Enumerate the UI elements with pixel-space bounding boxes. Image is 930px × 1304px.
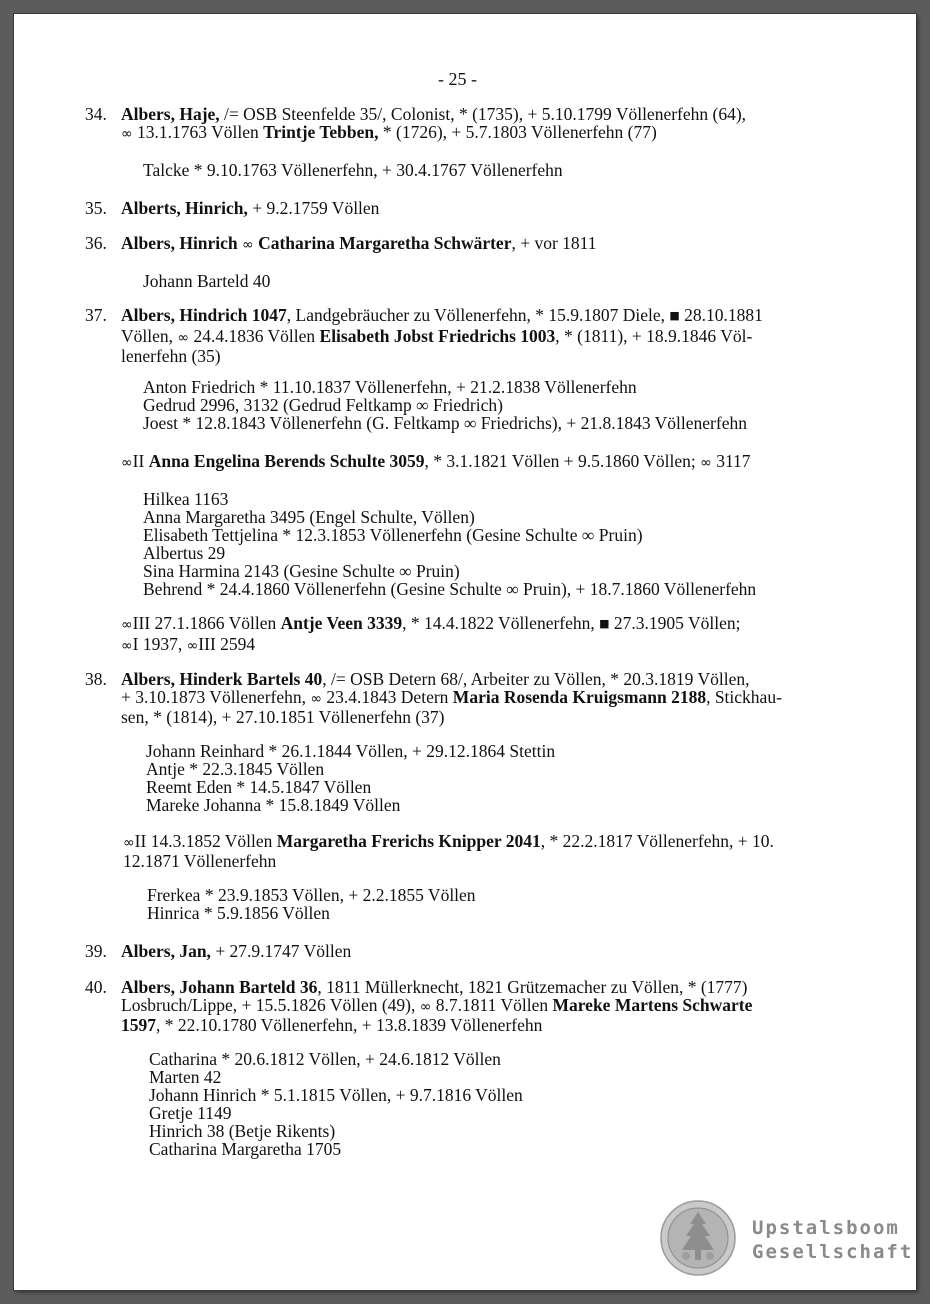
entry-text: 8.7.1811 Völlen: [431, 995, 553, 1015]
marriage-symbol: ∞: [186, 638, 199, 654]
entry-text: I 1937,: [132, 634, 187, 654]
entry-38: [85, 669, 845, 923]
entry-number: 35.: [85, 198, 107, 218]
entry-text: + 3.10.1873 Völlenerfehn,: [121, 687, 311, 707]
entry-text: lenerfehn (35): [121, 346, 221, 366]
children-list: [146, 742, 555, 814]
entry-text: sen, * (1814), + 27.10.1851 Völlenerfehn (37): [121, 707, 445, 727]
child-line: Johann Barteld 40: [143, 271, 271, 291]
entry-number: 39.: [85, 941, 107, 961]
entry-text: , + vor 1811: [511, 233, 597, 253]
child-line: Catharina Margaretha 1705: [149, 1139, 342, 1159]
marriage-symbol: ∞: [121, 455, 133, 471]
person-name: Albers, Jan,: [121, 941, 211, 961]
entry-34: [85, 104, 845, 180]
child-line: Mareke Johanna * 15.8.1849 Völlen: [146, 795, 401, 815]
entry-text: 12.1871 Völlenerfehn: [123, 851, 277, 871]
person-name: Albers, Hinrich: [121, 233, 238, 253]
entry-text: II 14.3.1852 Völlen: [134, 831, 277, 851]
burial-symbol: ■: [669, 309, 680, 322]
child-line: Frerkea * 23.9.1853 Völlen, + 2.2.1855 Völlen: [147, 885, 476, 905]
entry-number: 40.: [85, 977, 107, 997]
child-line: Sina Harmina 2143 (Gesine Schulte ∞ Pruin): [143, 561, 460, 581]
child-line: Anton Friedrich * 11.10.1837 Völlenerfehn, + 21.2.1838 Völlenerfehn: [143, 377, 637, 397]
spouse-name: Margaretha Frerichs Knipper 2041: [276, 831, 541, 851]
entry-text: III 27.1.1866 Völlen: [132, 613, 281, 633]
child-line: Gedrud 2996, 3132 (Gedrud Feltkamp ∞ Friedrich): [143, 395, 503, 415]
entry-number: 37.: [85, 305, 107, 325]
entry-text: , Landgebräucher zu Völlenerfehn, * 15.9.1807 Diele,: [286, 305, 670, 325]
child-line: Antje * 22.3.1845 Völlen: [146, 759, 325, 779]
entry-text: Völlen,: [121, 326, 178, 346]
entry-40: [85, 977, 845, 1159]
child-line: Reemt Eden * 14.5.1847 Völlen: [146, 777, 372, 797]
spouse-name: Catharina Margaretha Schwärter: [258, 233, 512, 253]
entry-number: 38.: [85, 669, 107, 689]
entry-text: III 2594: [198, 634, 256, 654]
entry-text: , /= OSB Detern 68/, Arbeiter zu Völlen, * 20.3.1819 Völlen,: [322, 669, 750, 689]
spouse-number: 1597: [121, 1015, 156, 1035]
marriage-symbol: ∞: [177, 330, 190, 346]
second-marriage: [123, 832, 774, 870]
entry-text: 3117: [711, 451, 751, 471]
society-name-line1: Upstalsboom: [752, 1217, 900, 1239]
entry-number: 34.: [85, 104, 107, 124]
marriage-symbol: ∞: [123, 835, 135, 851]
society-name: [752, 1216, 913, 1264]
children-list: [143, 490, 756, 598]
children-list: [147, 886, 476, 922]
entry-text: Losbruch/Lippe, + 15.5.1826 Völlen (49),: [121, 995, 420, 1015]
child-line: Elisabeth Tettjelina * 12.3.1853 Völlenerfehn (Gesine Schulte ∞ Pruin): [143, 525, 643, 545]
entry-text: , * 3.1.1821 Völlen + 9.5.1860 Völlen;: [424, 451, 701, 471]
children-list: [143, 272, 270, 290]
child-line: Johann Reinhard * 26.1.1844 Völlen, + 29.12.1864 Stettin: [146, 741, 556, 761]
child-line: Albertus 29: [143, 543, 226, 563]
child-line: Hinrica * 5.9.1856 Völlen: [147, 903, 330, 923]
entry-text: , 1811 Müllerknecht, 1821 Grützemacher zu Völlen, * (1777): [317, 977, 748, 997]
entry-text: 23.4.1843 Detern: [322, 687, 453, 707]
entry-36: [85, 233, 845, 291]
entry-text: + 9.2.1759 Völlen: [247, 198, 380, 218]
marriage-symbol: ∞: [419, 999, 432, 1015]
spouse-name: Anna Engelina Berends Schulte 3059: [148, 451, 425, 471]
entry-39: [85, 942, 845, 960]
marriage-symbol: ∞: [700, 455, 712, 471]
entry-text: + 27.9.1747 Völlen: [210, 941, 352, 961]
burial-symbol: ■: [599, 617, 610, 630]
society-seal-icon: [660, 1200, 736, 1276]
entry-text: , * 14.4.1822 Völlenerfehn,: [402, 613, 600, 633]
child-line: Behrend * 24.4.1860 Völlenerfehn (Gesine Schulte ∞ Pruin), + 18.7.1860 Völlenerfehn: [143, 579, 757, 599]
entry-text: , * (1811), + 18.9.1846 Völ-: [555, 326, 753, 346]
child-line: Talcke * 9.10.1763 Völlenerfehn, + 30.4.1767 Völlenerfehn: [143, 160, 563, 180]
person-name: Albers, Haje,: [121, 104, 220, 124]
entry-text: 13.1.1763 Völlen: [132, 122, 264, 142]
society-name-line2: Gesellschaft: [752, 1241, 914, 1263]
spouse-name: Maria Rosenda Kruigsmann 2188: [452, 687, 707, 707]
second-marriage: [121, 452, 751, 472]
entry-text: 24.4.1836 Völlen: [189, 326, 320, 346]
entry-text: 28.10.1881: [679, 305, 763, 325]
spouse-name: Elisabeth Jobst Friedrichs 1003: [319, 326, 556, 346]
entry-35: [85, 199, 845, 217]
children-list: [149, 1050, 523, 1158]
entry-text: , * 22.10.1780 Völlenerfehn, + 13.8.1839 Völlenerfehn: [156, 1015, 543, 1035]
entry-37: [85, 305, 845, 654]
marriage-symbol: ∞: [121, 638, 133, 654]
child-line: Hinrich 38 (Betje Rikents): [149, 1121, 336, 1141]
spouse-name: Antje Veen 3339: [280, 613, 403, 633]
spouse-name: Mareke Martens Schwarte: [552, 995, 753, 1015]
entry-number: 36.: [85, 233, 107, 253]
entry-text: , Stickhau-: [706, 687, 782, 707]
child-line: Johann Hinrich * 5.1.1815 Völlen, + 9.7.1816 Völlen: [149, 1085, 523, 1105]
marriage-symbol: ∞: [121, 126, 133, 142]
marriage-symbol: ∞: [121, 617, 133, 633]
children-list: [143, 378, 747, 432]
page-number: - 25 -: [438, 69, 477, 89]
child-line: Catharina * 20.6.1812 Völlen, + 24.6.1812 Völlen: [149, 1049, 501, 1069]
entry-text: * (1726), + 5.7.1803 Völlenerfehn (77): [378, 122, 657, 142]
marriage-symbol: ∞: [242, 237, 254, 253]
person-name: Alberts, Hinrich,: [121, 198, 248, 218]
person-name: Albers, Hinderk Bartels 40: [121, 669, 323, 689]
child-line: Gretje 1149: [149, 1103, 232, 1123]
person-name: Albers, Johann Barteld 36: [121, 977, 318, 997]
child-line: Anna Margaretha 3495 (Engel Schulte, Völlen): [143, 507, 475, 527]
marriage-symbol: ∞: [310, 691, 323, 707]
entry-text: II: [132, 451, 149, 471]
third-marriage: [121, 614, 740, 655]
child-line: Hilkea 1163: [143, 489, 229, 509]
child-line: Joest * 12.8.1843 Völlenerfehn (G. Feltkamp ∞ Friedrichs), + 21.8.1843 Völlenerfehn: [143, 413, 747, 433]
spouse-name: Trintje Tebben,: [263, 122, 379, 142]
entry-text: , * 22.2.1817 Völlenerfehn, + 10.: [540, 831, 774, 851]
person-name: Albers, Hindrich 1047: [121, 305, 287, 325]
entry-text: /= OSB Steenfelde 35/, Colonist, * (1735), + 5.10.1799 Völlenerfehn (64),: [219, 104, 747, 124]
children-list: [143, 161, 563, 179]
child-line: Marten 42: [149, 1067, 222, 1087]
entry-text: 27.3.1905 Völlen;: [609, 613, 741, 633]
